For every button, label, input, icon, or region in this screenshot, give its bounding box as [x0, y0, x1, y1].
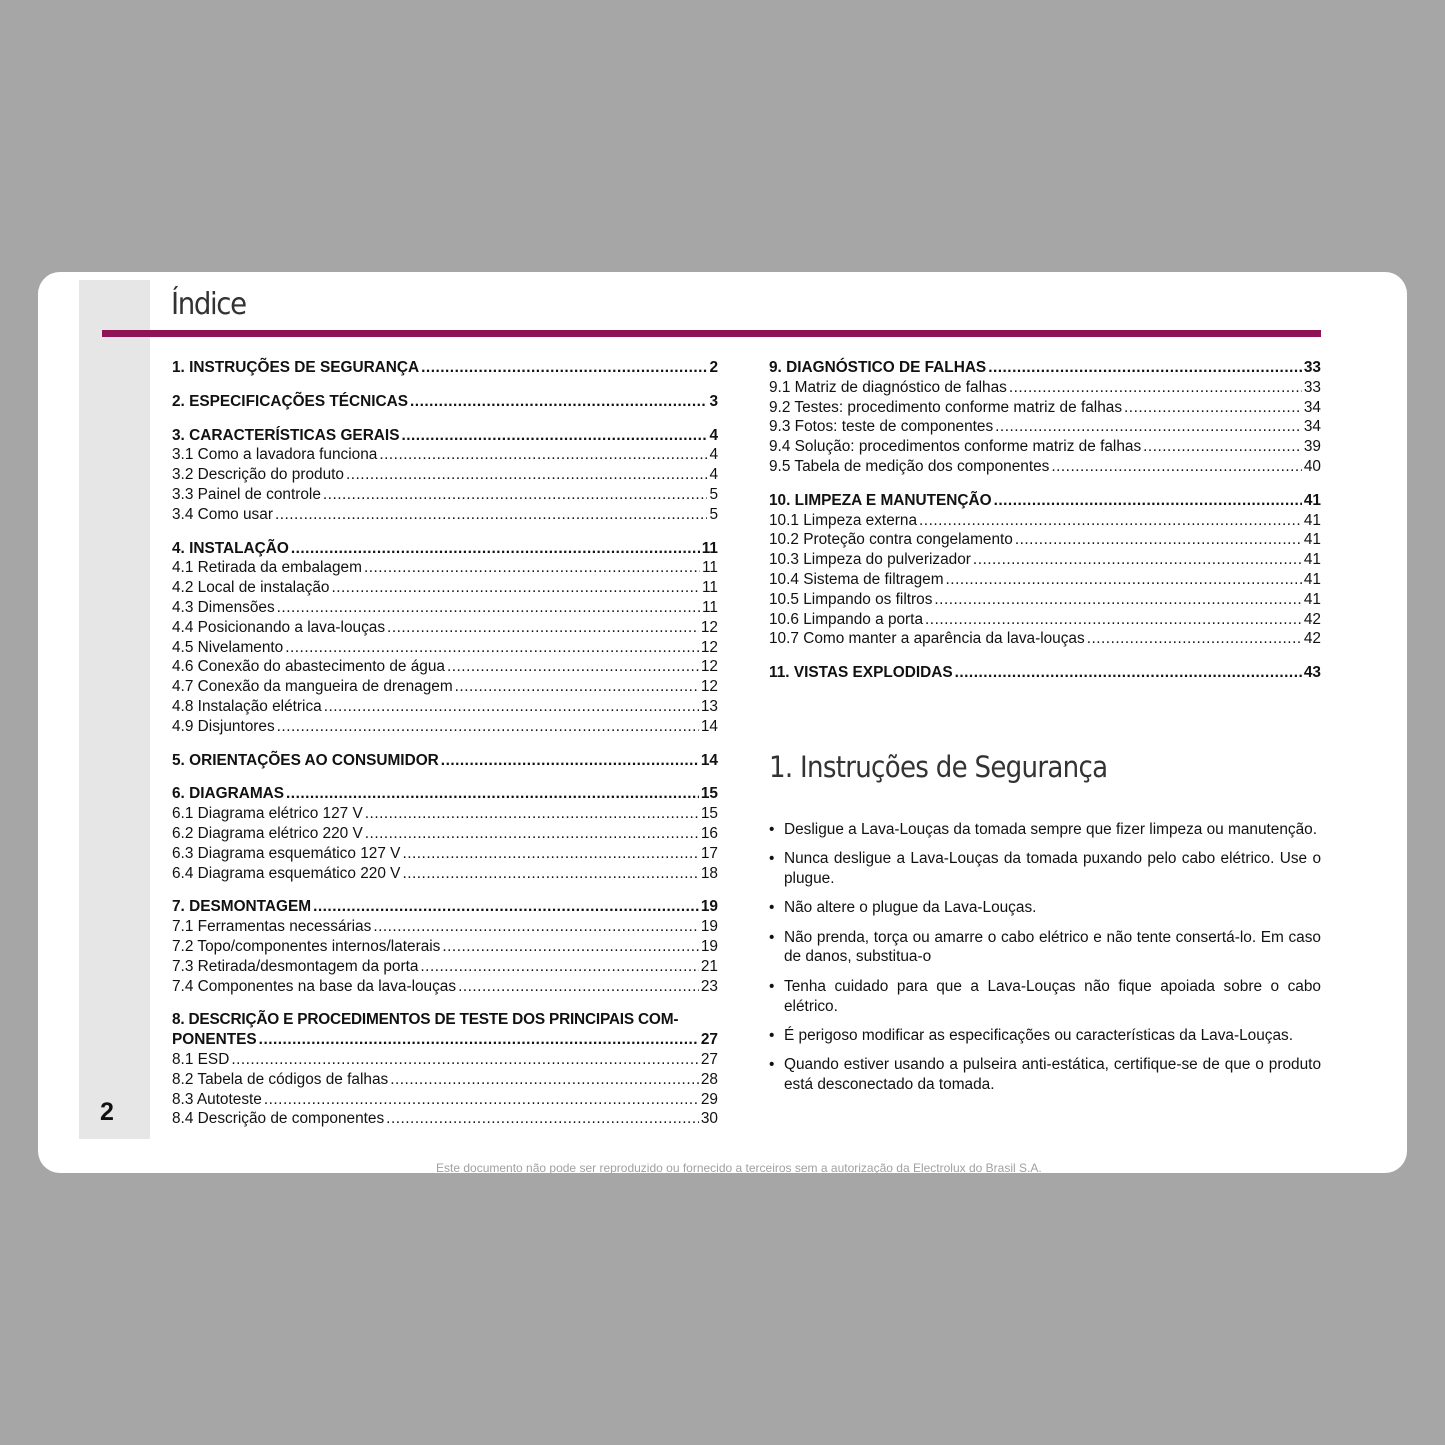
toc-entry	[769, 530, 1321, 550]
safety-bullet-list	[769, 820, 1321, 1104]
toc-entry-title: 4.7 Conexão da mangueira de drenagem	[172, 678, 453, 696]
toc-entry-title: 10.3 Limpeza do pulverizador	[769, 551, 971, 569]
toc-entry-title: 1. INSTRUÇÕES DE SEGURANÇA	[172, 359, 420, 376]
toc-entry-title: 9. DIAGNÓSTICO DE FALHAS	[769, 359, 987, 376]
safety-bullet-item: • É perigoso modificar as especificações ou características da Lava-Louças.	[769, 1026, 1321, 1046]
toc-dot-leader	[455, 677, 699, 697]
toc-dot-leader	[365, 824, 699, 844]
toc-entry-title: 6.1 Diagrama elétrico 127 V	[172, 805, 363, 823]
safety-bullet-item: • Nunca desligue a Lava-Louças da tomada puxando pelo cabo elétrico. Use o plugue.	[769, 849, 1321, 889]
toc-entry-title: 7.4 Componentes na base da lava-louças	[172, 977, 457, 995]
toc-dot-leader	[946, 570, 1302, 590]
toc-heading-entry	[769, 358, 1321, 378]
toc-dot-leader	[387, 618, 699, 638]
toc-entry-title: 10.7 Como manter a aparência da lava-louças	[769, 630, 1085, 648]
toc-entry-title: 10.4 Sistema de filtragem	[769, 570, 944, 588]
toc-dot-leader	[1009, 378, 1302, 398]
toc-entry	[769, 398, 1321, 418]
toc-group	[172, 784, 718, 883]
toc-entry-page: 41	[1303, 570, 1321, 588]
toc-dot-leader	[285, 638, 699, 658]
page-number: 2	[100, 1098, 114, 1126]
toc-entry-page: 19	[700, 937, 718, 955]
toc-entry	[172, 657, 718, 677]
toc-entry-title: 3.1 Como a lavadora funciona	[172, 446, 378, 464]
toc-dot-leader	[441, 751, 699, 771]
toc-group	[769, 491, 1321, 649]
toc-entry	[172, 485, 718, 505]
safety-bullet-item: • Tenha cuidado para que a Lava-Louças não fique apoiada sobre o cabo elétrico.	[769, 977, 1321, 1017]
toc-entry-page: 12	[700, 658, 718, 676]
toc-dot-leader	[365, 804, 699, 824]
toc-entry	[172, 697, 718, 717]
toc-dot-leader	[421, 358, 707, 378]
toc-dot-leader	[1124, 398, 1302, 418]
toc-entry-page: 4	[709, 466, 718, 484]
toc-entry	[172, 937, 718, 957]
toc-entry-title: 10.6 Limpando a porta	[769, 610, 924, 628]
toc-entry	[769, 457, 1321, 477]
toc-heading-entry	[172, 1030, 718, 1050]
toc-entry-page: 21	[700, 957, 718, 975]
toc-group	[172, 539, 718, 737]
toc-entry-page: 13	[700, 697, 718, 715]
toc-dot-leader	[277, 717, 699, 737]
toc-entry-page: 42	[1303, 610, 1321, 628]
toc-dot-leader	[1051, 457, 1302, 477]
toc-dot-leader	[231, 1050, 699, 1070]
toc-entry-page: 17	[700, 844, 718, 862]
toc-entry	[769, 437, 1321, 457]
toc-entry-title: 4.8 Instalação elétrica	[172, 697, 322, 715]
toc-entry-page: 30	[700, 1110, 718, 1128]
toc-dot-leader	[458, 977, 699, 997]
page-side-strip	[79, 280, 150, 1139]
toc-entry	[769, 417, 1321, 437]
toc-entry	[172, 677, 718, 697]
toc-entry-page: 39	[1303, 438, 1321, 456]
toc-entry	[172, 1109, 718, 1129]
toc-entry	[769, 550, 1321, 570]
toc-group	[172, 358, 718, 378]
safety-bullet-item: • Não prenda, torça ou amarre o cabo elétrico e não tente consertá-lo. Em caso de danos, substitua-o	[769, 928, 1321, 968]
toc-entry	[172, 917, 718, 937]
toc-entry-page: 11	[702, 579, 718, 597]
toc-entry-page: 16	[700, 824, 718, 842]
toc-group	[172, 751, 718, 771]
toc-entry-title: 8.2 Tabela de códigos de falhas	[172, 1070, 389, 1088]
toc-heading-entry	[172, 751, 718, 771]
manual-page	[38, 272, 1407, 1173]
toc-entry-page: 23	[700, 977, 718, 995]
toc-entry-title: 8.4 Descrição de componentes	[172, 1110, 385, 1128]
toc-dot-leader	[1087, 629, 1302, 649]
toc-entry-title: 6.4 Diagrama esquemático 220 V	[172, 864, 401, 882]
toc-entry-page: 5	[709, 505, 718, 523]
toc-entry-page: 14	[700, 751, 718, 769]
toc-left-column	[172, 358, 718, 1143]
safety-bullet-item: • Quando estiver usando a pulseira anti-estática, certifique-se de que o produto está desconectado da tomada.	[769, 1055, 1321, 1095]
toc-entry-title: 4.5 Nivelamento	[172, 638, 284, 656]
toc-entry-page: 34	[1303, 398, 1321, 416]
toc-entry	[172, 465, 718, 485]
toc-dot-leader	[346, 465, 707, 485]
toc-dot-leader	[447, 657, 699, 677]
toc-dot-leader	[925, 610, 1302, 630]
toc-entry-page: 41	[1303, 531, 1321, 549]
toc-dot-leader	[323, 485, 708, 505]
toc-entry-page: 2	[709, 359, 718, 376]
toc-entry-page: 15	[700, 805, 718, 823]
toc-entry	[172, 558, 718, 578]
toc-dot-leader	[988, 358, 1302, 378]
toc-group	[769, 358, 1321, 477]
toc-entry-title: 4.3 Dimensões	[172, 598, 275, 616]
index-title: Índice	[171, 287, 246, 322]
toc-entry-page: 3	[709, 392, 718, 410]
toc-group	[172, 1010, 718, 1129]
toc-entry-title: 6.2 Diagrama elétrico 220 V	[172, 824, 363, 842]
toc-entry	[172, 844, 718, 864]
toc-entry-title: 7.2 Topo/componentes internos/laterais	[172, 937, 441, 955]
toc-entry-page: 12	[700, 618, 718, 636]
toc-entry-title: 4.1 Retirada da embalagem	[172, 559, 362, 577]
toc-entry-title: 2. ESPECIFICAÇÕES TÉCNICAS	[172, 392, 409, 410]
toc-entry-title: 7.1 Ferramentas necessárias	[172, 918, 372, 936]
toc-entry-page: 33	[1303, 378, 1321, 396]
toc-entry-page: 4	[709, 446, 718, 464]
toc-entry	[769, 629, 1321, 649]
toc-dot-leader	[286, 784, 699, 804]
toc-entry-page: 27	[700, 1050, 718, 1068]
toc-entry	[769, 610, 1321, 630]
toc-entry-title: 4.2 Local de instalação	[172, 579, 330, 597]
toc-heading-entry	[172, 358, 718, 378]
toc-entry-title: 3.4 Como usar	[172, 505, 273, 523]
toc-dot-leader	[259, 1030, 699, 1050]
toc-dot-leader	[402, 844, 698, 864]
toc-entry-page: 4	[709, 426, 718, 444]
toc-entry	[172, 957, 718, 977]
toc-dot-leader	[386, 1109, 699, 1129]
toc-entry-page: 12	[700, 638, 718, 656]
footer-disclaimer: Este documento não pode ser reproduzido ou fornecido a terceiros sem a autorização da Electrolux do Brasil S.A.	[436, 1161, 1042, 1175]
toc-entry-page: 41	[1303, 511, 1321, 529]
toc-entry	[769, 570, 1321, 590]
safety-bullet-item: • Desligue a Lava-Louças da tomada sempre que fizer limpeza ou manutenção.	[769, 820, 1321, 840]
toc-entry	[172, 445, 718, 465]
toc-dot-leader	[313, 897, 699, 917]
toc-heading-entry	[172, 426, 718, 446]
toc-dot-leader	[955, 663, 1302, 683]
toc-entry	[172, 578, 718, 598]
toc-entry-page: 19	[700, 898, 718, 916]
toc-entry-title: 6.3 Diagrama esquemático 127 V	[172, 844, 401, 862]
toc-entry-title: 5. ORIENTAÇÕES AO CONSUMIDOR	[172, 751, 439, 769]
toc-dot-leader	[402, 864, 698, 884]
toc-entry-title: 3.3 Painel de controle	[172, 485, 321, 503]
toc-entry-title: 7.3 Retirada/desmontagem da porta	[172, 957, 419, 975]
toc-entry-title: PONENTES	[172, 1031, 257, 1049]
toc-dot-leader	[420, 957, 698, 977]
toc-dot-leader	[275, 505, 707, 525]
toc-entry-title: 3. CARACTERÍSTICAS GERAIS	[172, 426, 400, 444]
toc-entry-title: 9.5 Tabela de medição dos componentes	[769, 457, 1050, 475]
toc-entry-title: 4. INSTALAÇÃO	[172, 539, 289, 557]
toc-entry-title: 7. DESMONTAGEM	[172, 898, 312, 916]
toc-entry-page: 40	[1303, 457, 1321, 475]
toc-entry	[172, 824, 718, 844]
toc-entry-title: 4.4 Posicionando a lava-louças	[172, 618, 386, 636]
toc-entry-title: 11. VISTAS EXPLODIDAS	[769, 664, 953, 682]
toc-entry-title: 9.4 Solução: procedimentos conforme matriz de falhas	[769, 438, 1142, 456]
toc-entry	[769, 511, 1321, 531]
toc-entry-title: 10. LIMPEZA E MANUTENÇÃO	[769, 491, 992, 509]
toc-entry	[172, 618, 718, 638]
toc-entry-page: 42	[1303, 630, 1321, 648]
toc-entry-page: 41	[1303, 551, 1321, 569]
toc-entry-page: 43	[1303, 664, 1321, 682]
toc-entry-page: 33	[1303, 359, 1321, 376]
toc-heading-entry	[769, 663, 1321, 683]
toc-entry	[172, 717, 718, 737]
toc-entry	[172, 864, 718, 884]
toc-heading-entry	[172, 392, 718, 412]
toc-entry-page: 15	[700, 785, 718, 803]
title-rule	[102, 330, 1321, 337]
toc-entry-title: 10.1 Limpeza externa	[769, 511, 918, 529]
toc-dot-leader	[324, 697, 699, 717]
toc-entry-page: 28	[700, 1070, 718, 1088]
toc-group	[172, 426, 718, 525]
toc-entry	[172, 1090, 718, 1110]
toc-entry	[172, 977, 718, 997]
toc-dot-leader	[442, 937, 699, 957]
toc-entry-page: 14	[700, 717, 718, 735]
toc-entry-page: 11	[702, 598, 718, 616]
toc-dot-leader	[264, 1090, 699, 1110]
toc-entry-page: 29	[700, 1090, 718, 1108]
toc-heading-entry: 8. DESCRIÇÃO E PROCEDIMENTOS DE TESTE DOS PRINCIPAIS COM-	[172, 1011, 679, 1029]
toc-entry-title: 3.2 Descrição do produto	[172, 466, 344, 484]
toc-dot-leader	[291, 539, 700, 559]
toc-dot-leader	[995, 417, 1302, 437]
toc-entry-title: 9.3 Fotos: teste de componentes	[769, 418, 994, 436]
toc-dot-leader	[1143, 437, 1302, 457]
toc-entry	[172, 505, 718, 525]
toc-entry-page: 41	[1303, 491, 1321, 509]
toc-dot-leader	[390, 1070, 699, 1090]
toc-dot-leader	[364, 558, 700, 578]
toc-right-column	[769, 358, 1321, 697]
toc-entry	[172, 1070, 718, 1090]
toc-dot-leader	[994, 491, 1302, 511]
toc-entry	[172, 1050, 718, 1070]
toc-dot-leader	[1015, 530, 1302, 550]
toc-entry-page: 19	[700, 918, 718, 936]
toc-entry-title: 8.1 ESD	[172, 1050, 230, 1068]
toc-entry	[172, 598, 718, 618]
toc-group	[172, 897, 718, 996]
toc-heading-entry	[172, 539, 718, 559]
toc-entry-page: 11	[701, 539, 718, 557]
toc-entry-title: 9.2 Testes: procedimento conforme matriz de falhas	[769, 398, 1123, 416]
safety-section-title: 1. Instruções de Segurança	[769, 750, 1108, 784]
toc-heading-entry	[769, 491, 1321, 511]
toc-dot-leader	[379, 445, 707, 465]
toc-entry	[172, 804, 718, 824]
toc-entry-title: 9.1 Matriz de diagnóstico de falhas	[769, 378, 1007, 396]
toc-entry-page: 11	[702, 559, 718, 577]
toc-group	[769, 663, 1321, 683]
toc-dot-leader	[331, 578, 700, 598]
toc-entry-page: 18	[700, 864, 718, 882]
toc-heading-entry	[172, 897, 718, 917]
toc-dot-leader	[934, 590, 1301, 610]
toc-dot-leader	[919, 511, 1302, 531]
toc-entry	[172, 638, 718, 658]
toc-entry-title: 10.2 Proteção contra congelamento	[769, 531, 1013, 549]
safety-bullet-item: • Não altere o plugue da Lava-Louças.	[769, 898, 1321, 918]
toc-entry-title: 6. DIAGRAMAS	[172, 785, 285, 803]
toc-entry-title: 4.9 Disjuntores	[172, 717, 275, 735]
toc-entry	[769, 378, 1321, 398]
toc-entry-page: 27	[700, 1031, 718, 1049]
toc-heading-entry	[172, 784, 718, 804]
toc-entry-title: 8.3 Autoteste	[172, 1090, 262, 1108]
toc-dot-leader	[401, 426, 707, 446]
toc-entry-page: 12	[700, 678, 718, 696]
toc-entry	[769, 590, 1321, 610]
toc-entry-title: 4.6 Conexão do abastecimento de água	[172, 658, 445, 676]
toc-dot-leader	[277, 598, 700, 618]
toc-dot-leader	[373, 917, 699, 937]
toc-entry-page: 41	[1303, 590, 1321, 608]
toc-entry-title: 10.5 Limpando os filtros	[769, 590, 933, 608]
toc-entry-page: 34	[1303, 418, 1321, 436]
toc-group	[172, 392, 718, 412]
toc-dot-leader	[973, 550, 1302, 570]
toc-dot-leader	[410, 392, 707, 412]
toc-entry-page: 5	[709, 485, 718, 503]
